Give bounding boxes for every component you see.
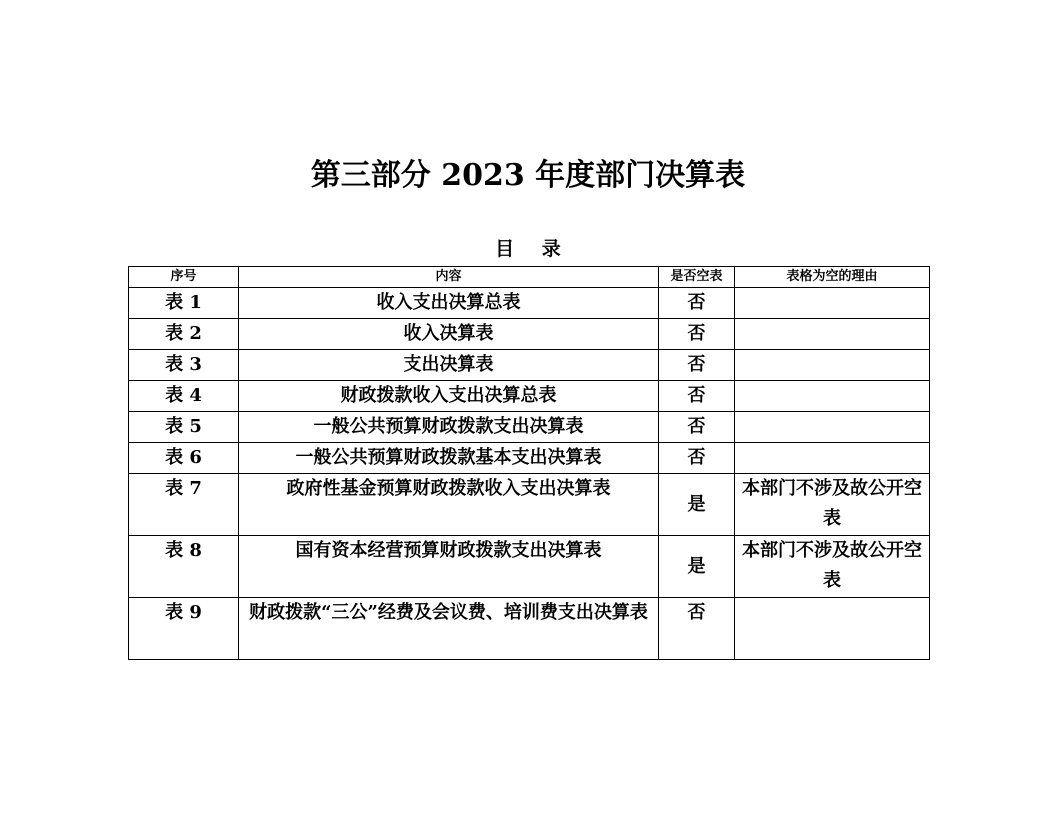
toc-table <box>128 266 930 660</box>
row-no: 表 3 <box>129 350 239 381</box>
row-content: 收入支出决算总表 <box>239 288 659 319</box>
row-reason: 本部门不涉及故公开空表 <box>735 536 930 598</box>
table-row <box>129 319 930 350</box>
row-content: 一般公共预算财政拨款支出决算表 <box>239 412 659 443</box>
row-content: 国有资本经营预算财政拨款支出决算表 <box>239 536 659 598</box>
row-content: 财政拨款“三公”经费及会议费、培训费支出决算表 <box>239 598 659 660</box>
table-row <box>129 288 930 319</box>
row-reason <box>735 598 930 660</box>
table-row <box>129 412 930 443</box>
row-no: 表 4 <box>129 381 239 412</box>
header-content: 内容 <box>239 267 659 288</box>
row-empty: 否 <box>659 319 735 350</box>
table-row <box>129 474 930 536</box>
header-no: 序号 <box>129 267 239 288</box>
table-row <box>129 536 930 598</box>
page-title: 第三部分 2023 年度部门决算表 <box>310 158 746 193</box>
row-no: 表 2 <box>129 319 239 350</box>
row-no: 表 5 <box>129 412 239 443</box>
row-no: 表 6 <box>129 443 239 474</box>
row-reason <box>735 350 930 381</box>
header-empty: 是否空表 <box>659 267 735 288</box>
row-content: 一般公共预算财政拨款基本支出决算表 <box>239 443 659 474</box>
row-empty: 是 <box>659 474 735 536</box>
toc-heading-char-1: 目 <box>495 238 515 260</box>
row-content: 政府性基金预算财政拨款收入支出决算表 <box>239 474 659 536</box>
row-reason <box>735 319 930 350</box>
row-no: 表 7 <box>129 474 239 536</box>
row-reason: 本部门不涉及故公开空表 <box>735 474 930 536</box>
row-no: 表 1 <box>129 288 239 319</box>
row-empty: 否 <box>659 288 735 319</box>
table-row <box>129 598 930 660</box>
toc-heading-char-2: 录 <box>541 238 561 260</box>
toc-heading <box>0 236 1056 262</box>
row-content: 财政拨款收入支出决算总表 <box>239 381 659 412</box>
table-header-row <box>129 267 930 288</box>
row-empty: 否 <box>659 412 735 443</box>
row-reason <box>735 381 930 412</box>
row-no: 表 9 <box>129 598 239 660</box>
row-content: 支出决算表 <box>239 350 659 381</box>
row-empty: 是 <box>659 536 735 598</box>
table-row <box>129 381 930 412</box>
table-row <box>129 350 930 381</box>
row-reason <box>735 443 930 474</box>
row-empty: 否 <box>659 381 735 412</box>
row-content: 收入决算表 <box>239 319 659 350</box>
row-empty: 否 <box>659 350 735 381</box>
row-no: 表 8 <box>129 536 239 598</box>
table-row <box>129 443 930 474</box>
row-empty: 否 <box>659 443 735 474</box>
header-reason: 表格为空的理由 <box>735 267 930 288</box>
row-empty: 否 <box>659 598 735 660</box>
row-reason <box>735 412 930 443</box>
row-reason <box>735 288 930 319</box>
